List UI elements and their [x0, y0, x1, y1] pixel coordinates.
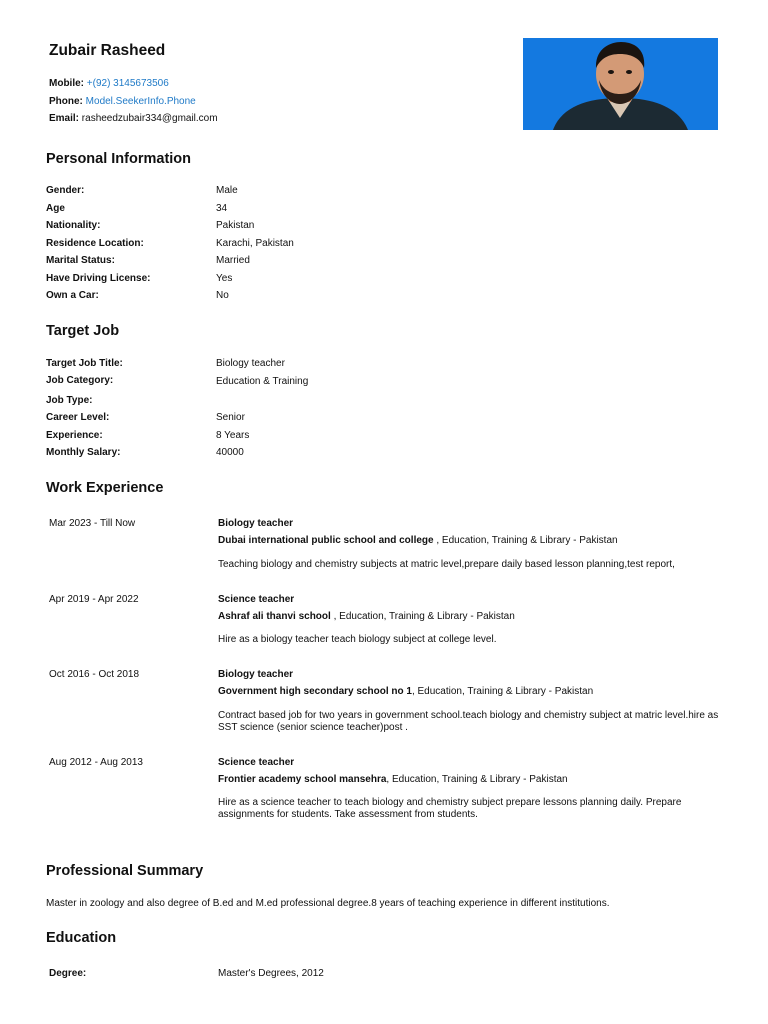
field-value: Biology teacher — [216, 358, 285, 369]
job-date: Oct 2016 - Oct 2018 — [49, 669, 140, 680]
candidate-name: Zubair Rasheed — [49, 42, 166, 59]
job-description: Hire as a science teacher to teach biology and chemistry subject prepare lessons planning daily. Prepare assignments for students. Take assessment from students. — [218, 797, 682, 820]
job-company — [218, 774, 568, 785]
phone-label: Phone: — [49, 96, 83, 107]
company-details: , Education, Training & Library - Pakistan — [330, 611, 515, 622]
field-label: Job Category: — [46, 375, 114, 386]
phone-line — [49, 96, 196, 107]
education-heading: Education — [46, 930, 117, 946]
target-job-heading: Target Job — [46, 323, 120, 339]
field-label: Job Type: — [46, 395, 93, 406]
field-value: 8 Years — [216, 430, 250, 441]
company-name: Ashraf ali thanvi school — [218, 611, 331, 622]
mobile-label: Mobile: — [49, 78, 84, 89]
job-company — [218, 686, 593, 697]
phone-link[interactable]: Model.SeekerInfo.Phone — [85, 96, 196, 107]
person-portrait-icon — [523, 38, 718, 130]
email-line — [49, 113, 218, 124]
field-label: Residence Location: — [46, 238, 144, 249]
job-description: Teaching biology and chemistry subjects at matric level,prepare daily based lesson planning,test report, — [218, 559, 675, 570]
field-label: Experience: — [46, 430, 103, 441]
field-label: Marital Status: — [46, 255, 115, 266]
job-date: Mar 2023 - Till Now — [49, 518, 136, 529]
field-label: Have Driving License: — [46, 273, 151, 284]
field-label: Career Level: — [46, 412, 110, 423]
personal-info-heading: Personal Information — [46, 151, 192, 167]
company-name: Dubai international public school and college — [218, 535, 434, 546]
email-value: rasheedzubair334@gmail.com — [81, 113, 218, 124]
field-label: Monthly Salary: — [46, 447, 121, 458]
company-details: , Education, Training & Library - Pakistan — [411, 686, 594, 697]
profile-photo — [523, 38, 718, 130]
field-value: Male — [216, 185, 238, 196]
mobile-link[interactable]: +(92) 3145673506 — [86, 78, 169, 89]
field-value: Karachi, Pakistan — [216, 238, 294, 249]
field-label: Age — [46, 203, 65, 214]
company-details: , Education, Training & Library - Pakistan — [433, 535, 618, 546]
job-description: Contract based job for two years in government school.teach biology and chemistry subject at matric level.hire as SST science (senior science teacher)post . — [218, 710, 719, 733]
mobile-line — [49, 78, 169, 89]
field-value: Pakistan — [216, 220, 255, 231]
job-company — [218, 611, 515, 622]
job-title: Science teacher — [218, 594, 295, 605]
field-value: Education & Training — [216, 376, 309, 387]
job-title: Biology teacher — [218, 669, 294, 680]
job-company — [218, 535, 618, 546]
company-details: , Education, Training & Library - Pakistan — [386, 774, 568, 785]
field-label: Own a Car: — [46, 290, 99, 301]
job-title: Science teacher — [218, 757, 295, 768]
professional-summary-heading: Professional Summary — [46, 863, 204, 879]
field-value: 40000 — [216, 447, 244, 458]
degree-label: Degree: — [49, 968, 87, 979]
field-value: 34 — [216, 203, 228, 214]
job-title: Biology teacher — [218, 518, 294, 529]
degree-value: Master's Degrees, 2012 — [218, 968, 324, 979]
field-value: Married — [216, 255, 250, 266]
field-value: No — [216, 290, 229, 301]
work-experience-heading: Work Experience — [46, 480, 164, 496]
field-label: Gender: — [46, 185, 85, 196]
company-name: Government high secondary school no 1 — [218, 686, 412, 697]
email-label: Email: — [49, 113, 80, 124]
job-description: Hire as a biology teacher teach biology subject at college level. — [218, 634, 497, 645]
job-date: Apr 2019 - Apr 2022 — [49, 594, 139, 605]
summary-text: Master in zoology and also degree of B.ed and M.ed professional degree.8 years of teaching experience in different institutions. — [46, 898, 610, 909]
field-value: Senior — [216, 412, 245, 423]
job-date: Aug 2012 - Aug 2013 — [49, 757, 143, 768]
field-label: Target Job Title: — [46, 358, 123, 369]
company-name: Frontier academy school mansehra — [218, 774, 387, 785]
field-value: Yes — [216, 273, 233, 284]
field-label: Nationality: — [46, 220, 101, 231]
